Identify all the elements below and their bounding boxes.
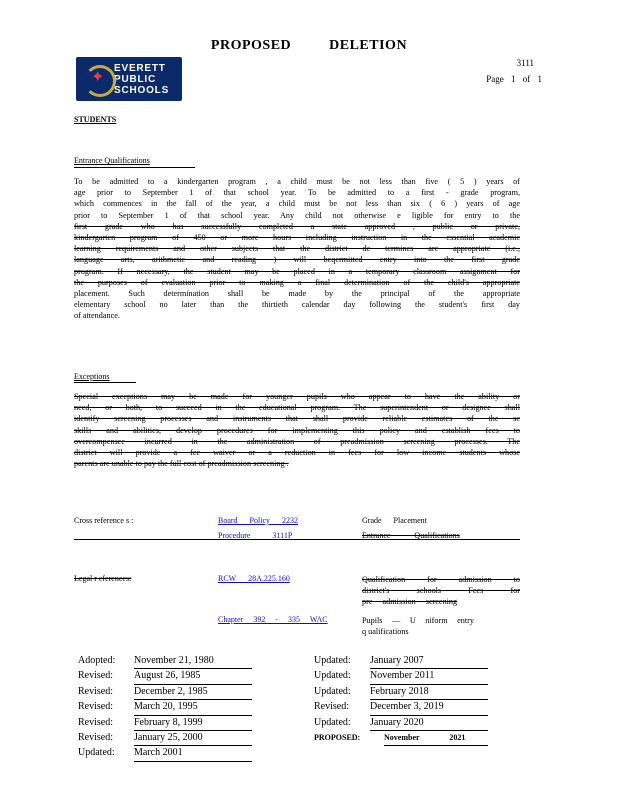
paragraph-line-deleted: kindergarten program of 450 or more hours including instruction in the essential academic: [74, 233, 520, 243]
paragraph-line-deleted: the purposes of evaluation prior to making a final determination of the child's appropriate: [74, 277, 520, 287]
history-label: Revised:: [314, 701, 349, 713]
history-date: November 21, 1980: [134, 654, 252, 669]
history-date: November 2011: [370, 669, 488, 684]
paragraph-line-deleted: Special exceptions may be made for younger pupils who appear to have the ability or: [74, 392, 520, 401]
history-date: January 25, 2000: [134, 731, 252, 746]
paragraph-line-deleted: district will provide a fee waiver or a reduction in fees for low income students whose: [74, 448, 520, 458]
paragraph-line: of attendance.: [74, 311, 120, 321]
paragraph-line-deleted: overcompensee incurred in the administration of preadmission screening processes. The: [74, 436, 520, 446]
history-date: March 20, 1995: [134, 700, 252, 715]
desc-line-deleted: Qualification for admission to: [362, 575, 520, 584]
page-number: Page 1 of 1: [486, 74, 542, 84]
legal-reference-link[interactable]: RCW 28A.225.160: [218, 574, 290, 583]
paragraph-line: elementary school no later than the thirtieth calendar day following the student's first day: [74, 300, 520, 310]
paragraph-line-deleted: parents are unable to pay the full cost of preadmission screening .: [74, 459, 289, 469]
history-label: Revised:: [78, 685, 113, 697]
district-logo: [76, 57, 182, 101]
history-label: Revised:: [78, 716, 113, 728]
exceptions-heading: Exceptions: [74, 372, 110, 381]
history-label: Updated:: [314, 685, 351, 697]
desc-line-deleted: district's schools Fees for: [362, 586, 520, 596]
history-date: February 2018: [370, 685, 488, 700]
paragraph-line: age prior to September 1 of that school year. To be admitted to a first - grade program,: [74, 188, 520, 198]
cross-reference-link[interactable]: Board Policy 2232: [218, 516, 298, 525]
legal-reference-desc: [362, 615, 474, 637]
cross-reference-desc: Entrance Qualifications: [362, 531, 460, 540]
section-heading: STUDENTS: [74, 115, 117, 124]
legal-reference-link[interactable]: Chapter 392 - 335 WAC: [218, 615, 328, 624]
history-label: Revised:: [78, 732, 113, 744]
history-date: January 2007: [370, 654, 488, 669]
history-label: Updated:: [78, 747, 115, 759]
history-label: Updated:: [314, 716, 351, 728]
history-date: January 2020: [370, 716, 488, 731]
history-label: Adopted:: [78, 655, 116, 666]
history-label: Updated:: [314, 670, 351, 682]
paragraph-line: prior to September 1 of that school year. Any child not otherwise e ligible for entry to the: [74, 210, 520, 220]
history-date: February 8, 1999: [134, 716, 252, 731]
history-date: December 3, 2019: [370, 700, 488, 715]
paragraph-line: placement. Such determination shall be made by the principal of the appropriate: [74, 289, 520, 299]
desc-line: q ualifications: [362, 627, 409, 637]
history-label: Revised:: [78, 670, 113, 682]
legal-reference-desc: [362, 574, 520, 608]
cross-reference-label: Cross reference s :: [74, 516, 134, 525]
paragraph-line-deleted: identify screening processes and instruments that shall provide reliable estimates of the sc: [74, 414, 520, 424]
exceptions-paragraph: [74, 391, 520, 469]
logo-text-line: SCHOOLS: [114, 84, 170, 96]
cross-reference-desc: Grade Placement: [362, 516, 427, 525]
entrance-paragraph: [74, 176, 520, 322]
desc-line-deleted: pre admission screening: [362, 597, 458, 607]
history-date: December 2, 1985: [134, 685, 252, 700]
paragraph-line-deleted: first grade who has successfully completed a state approved , public or private,: [74, 221, 520, 231]
desc-line: Pupils — U niform entry: [362, 616, 474, 625]
history-date: March 2001: [134, 746, 252, 761]
history-date: November 2021: [384, 731, 488, 746]
document-title: PROPOSED DELETION: [210, 38, 408, 53]
history-label: PROPOSED:: [314, 733, 361, 743]
paragraph-line: which commences in the fall of the year, a child must be not less than six ( 6 ) years of age: [74, 199, 520, 209]
history-right: [314, 654, 488, 746]
cross-reference-link[interactable]: Procedure 3111P: [218, 531, 293, 540]
legal-references-label: Legal r eferences:: [74, 574, 132, 583]
entrance-heading: Entrance Qualifications: [74, 156, 150, 165]
policy-code: 3111: [516, 58, 534, 68]
paragraph-line-deleted: program. If necessary, the student may be placed in a temporary classroom assignment for: [74, 266, 520, 276]
history-date: August 26, 1985: [134, 669, 252, 684]
history-left: [78, 654, 252, 762]
logo-emblem-icon: [80, 59, 114, 99]
history-label: Updated:: [314, 655, 351, 666]
paragraph-line-deleted: learning requirements and other subjects that the district de termines are appropriate (i.e.,: [74, 244, 520, 254]
paragraph-line: To be admitted to a kindergarten program , a child must be not less than five ( 5 ) years of: [74, 177, 520, 186]
paragraph-line-deleted: language arts, arithmetic and reading ) will beqermitted entry into the first grade: [74, 255, 520, 265]
logo-text-line: EVERETT: [114, 62, 166, 74]
paragraph-line-deleted: skills and abilities, develop procedures for implementing this policy and establish fees to: [74, 425, 520, 435]
logo-text-line: PUBLIC: [114, 73, 157, 85]
paragraph-line-deleted: need, or both, to succeed in the educational program. The superintendent or designee shall: [74, 403, 520, 413]
history-label: Revised:: [78, 701, 113, 713]
